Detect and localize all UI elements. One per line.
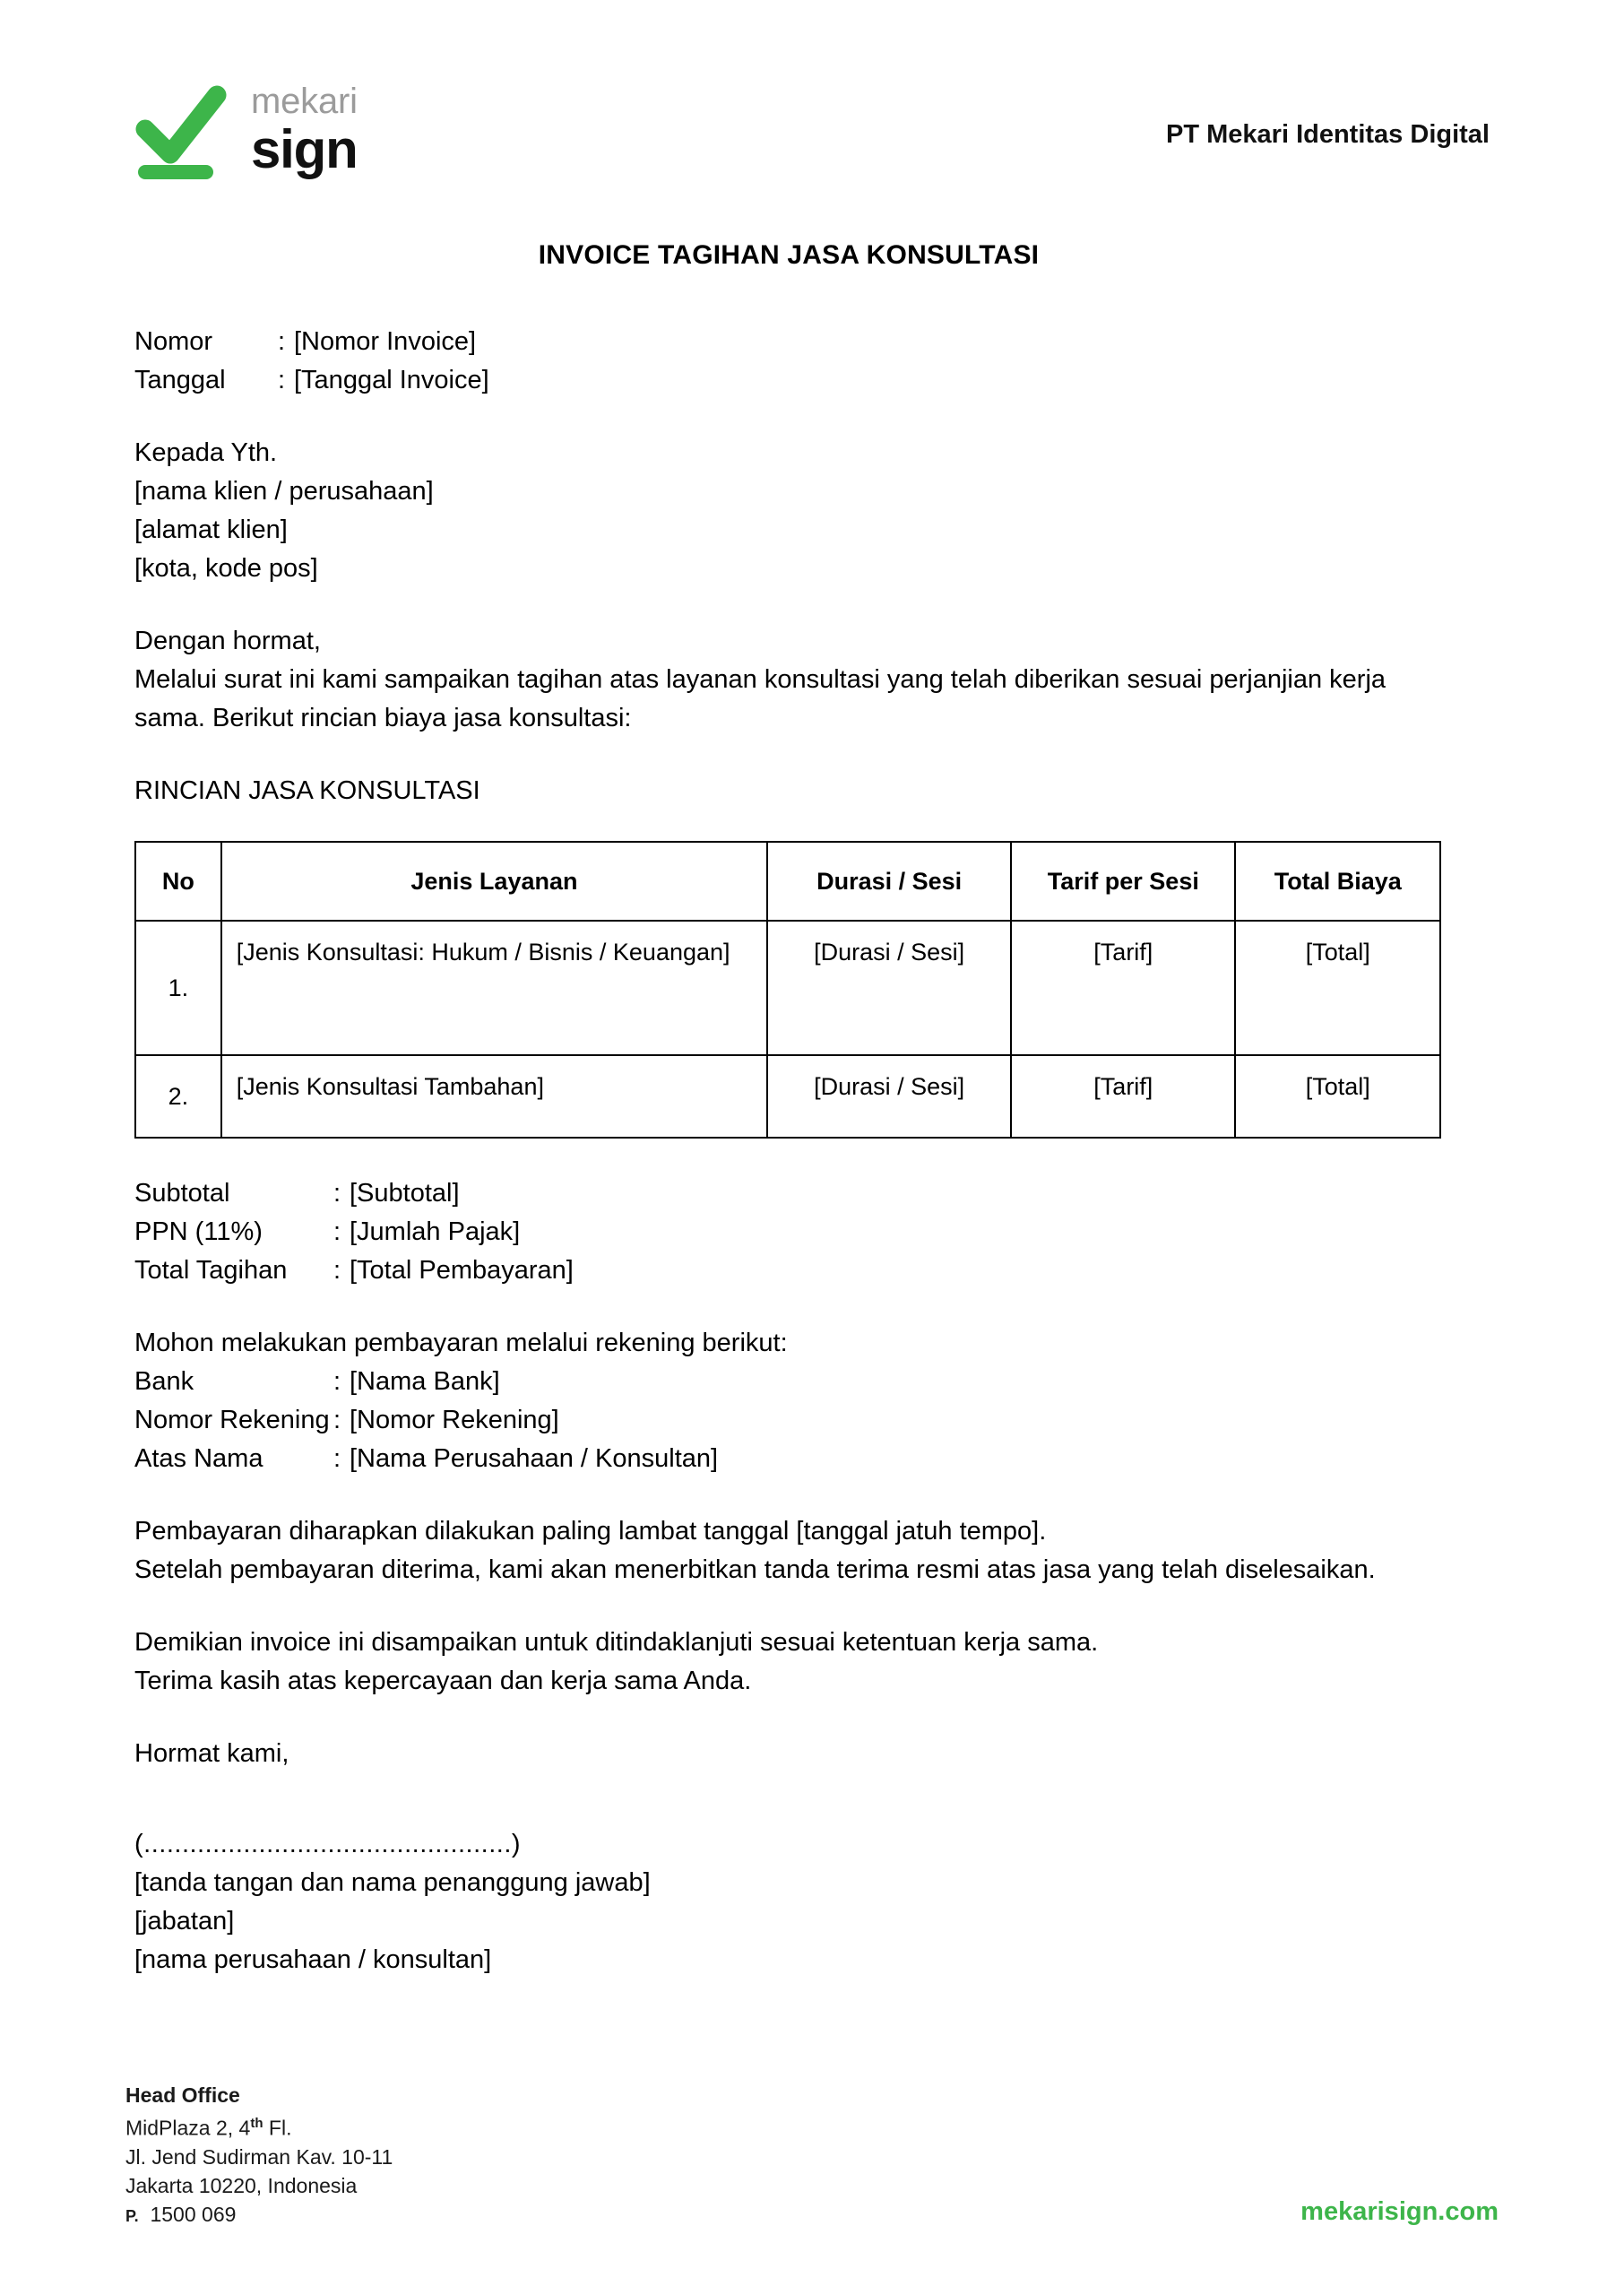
totals-separator: : xyxy=(333,1256,341,1285)
totals-label-subtotal: Subtotal xyxy=(134,1179,230,1208)
meta-value-nomor: [Nomor Invoice] xyxy=(294,327,477,356)
company-name: PT Mekari Identitas Digital xyxy=(1166,120,1490,149)
payment-block xyxy=(134,1324,1443,1478)
page-title: INVOICE TAGIHAN JASA KONSULTASI xyxy=(538,240,1040,270)
recipient-line: [nama klien / perusahaan] xyxy=(134,477,434,506)
totals-row-ppn xyxy=(134,1213,1443,1251)
signature-line: [jabatan] xyxy=(134,1907,235,1936)
payment-value-bank: [Nama Bank] xyxy=(350,1367,500,1396)
address-line-2: Jl. Jend Sudirman Kav. 10-11 xyxy=(125,2145,393,2169)
recipient-line: [kota, kode pos] xyxy=(134,554,318,583)
totals-value-ppn: [Jumlah Pajak] xyxy=(350,1217,521,1246)
payment-row-account-number xyxy=(134,1401,1443,1440)
totals-label-ppn: PPN (11%) xyxy=(134,1217,263,1246)
closing-line-2: Terima kasih atas kepercayaan dan kerja sama Anda. xyxy=(134,1667,752,1695)
phone-line xyxy=(125,2200,393,2230)
sign-off-text: Hormat kami, xyxy=(134,1739,289,1768)
totals-label-total-tagihan: Total Tagihan xyxy=(134,1256,288,1285)
address-line-1-prefix: MidPlaza 2, 4 xyxy=(125,2117,251,2140)
payment-separator: : xyxy=(333,1444,341,1473)
signature-line: [tanda tangan dan nama penanggung jawab] xyxy=(134,1868,651,1897)
signature-block xyxy=(134,1825,1443,1979)
meta-separator: : xyxy=(278,366,286,394)
totals-row-total-tagihan xyxy=(134,1251,1443,1290)
intro-paragraph: Melalui surat ini kami sampaikan tagihan atas layanan konsultasi yang telah diberikan sesuai perjanjian kerja sama. Berikut rincian biaya jasa konsultasi: xyxy=(134,665,1386,732)
payment-label-account-number: Nomor Rekening xyxy=(134,1406,330,1434)
page-header xyxy=(134,77,1490,185)
cell-duration: [Durasi / Sesi] xyxy=(767,1055,1011,1138)
cell-no: 1. xyxy=(135,921,221,1055)
closing-line-1: Demikian invoice ini disampaikan untuk ditindaklanjuti sesuai ketentuan kerja sama. xyxy=(134,1628,1099,1657)
column-header-total: Total Biaya xyxy=(1235,842,1440,921)
meta-row-tanggal xyxy=(134,361,1443,400)
due-date-text: Pembayaran diharapkan dilakukan paling lambat tanggal [tanggal jatuh tempo]. xyxy=(134,1517,1047,1546)
payment-intro-text: Mohon melakukan pembayaran melalui rekening berikut: xyxy=(134,1329,788,1357)
document-body xyxy=(134,240,1443,1979)
table-section-label: RINCIAN JASA KONSULTASI xyxy=(134,776,480,805)
cell-duration: [Durasi / Sesi] xyxy=(767,921,1011,1055)
meta-label-tanggal: Tanggal xyxy=(134,366,226,394)
phone-prefix-label: P. xyxy=(125,2207,139,2225)
cell-service: [Jenis Konsultasi Tambahan] xyxy=(221,1055,767,1138)
table-header-row xyxy=(135,842,1440,921)
signature-line: [nama perusahaan / konsultan] xyxy=(134,1945,492,1974)
brand-wordmark xyxy=(251,83,358,177)
cell-total: [Total] xyxy=(1235,1055,1440,1138)
phone-number: 1500 069 xyxy=(150,2203,237,2226)
service-details-table xyxy=(134,841,1441,1139)
payment-separator: : xyxy=(333,1367,341,1396)
signature-dotted-line: (................................................) xyxy=(134,1830,522,1858)
greeting-text: Dengan hormat, xyxy=(134,627,321,655)
totals-value-subtotal: [Subtotal] xyxy=(350,1179,460,1208)
table-row xyxy=(135,921,1440,1055)
totals-block xyxy=(134,1174,1443,1290)
brand-name-sign: sign xyxy=(251,119,358,179)
cell-rate: [Tarif] xyxy=(1011,1055,1235,1138)
payment-value-account-number: [Nomor Rekening] xyxy=(350,1406,559,1434)
payment-value-account-name: [Nama Perusahaan / Konsultan] xyxy=(350,1444,719,1473)
address-line-1-suffix: Fl. xyxy=(263,2117,292,2140)
column-header-durasi: Durasi / Sesi xyxy=(767,842,1011,921)
recipient-block xyxy=(134,434,1443,588)
cell-service: [Jenis Konsultasi: Hukum / Bisnis / Keuangan] xyxy=(221,921,767,1055)
due-date-block xyxy=(134,1512,1443,1589)
brand-logo xyxy=(134,77,358,183)
meta-separator: : xyxy=(278,327,286,356)
payment-label-bank: Bank xyxy=(134,1367,194,1396)
sign-off-block xyxy=(134,1735,1443,1773)
payment-row-account-name xyxy=(134,1440,1443,1478)
recipient-salutation: Kepada Yth. xyxy=(134,438,278,467)
payment-row-bank xyxy=(134,1363,1443,1401)
head-office-title: Head Office xyxy=(125,2083,240,2108)
cell-no: 2. xyxy=(135,1055,221,1138)
column-header-no: No xyxy=(135,842,221,921)
meta-label-nomor: Nomor xyxy=(134,327,213,356)
mekari-sign-checkmark-icon xyxy=(134,77,231,183)
totals-value-total-tagihan: [Total Pembayaran] xyxy=(350,1256,574,1285)
receipt-paragraph: Setelah pembayaran diterima, kami akan menerbitkan tanda terima resmi atas jasa yang telah diselesaikan. xyxy=(134,1555,1376,1584)
address-line-1 xyxy=(125,2109,393,2143)
address-line-1-ordinal: th xyxy=(250,2116,263,2132)
totals-separator: : xyxy=(333,1179,341,1208)
column-header-tarif: Tarif per Sesi xyxy=(1011,842,1235,921)
cell-total: [Total] xyxy=(1235,921,1440,1055)
head-office-address xyxy=(125,2081,393,2230)
meta-row-nomor xyxy=(134,323,1443,361)
recipient-line: [alamat klien] xyxy=(134,515,288,544)
closing-block xyxy=(134,1624,1443,1701)
page-footer xyxy=(125,2081,1499,2230)
payment-separator: : xyxy=(333,1406,341,1434)
column-header-jenis-layanan: Jenis Layanan xyxy=(221,842,767,921)
website-link[interactable]: mekarisign.com xyxy=(1300,2197,1499,2226)
intro-block xyxy=(134,622,1443,738)
totals-separator: : xyxy=(333,1217,341,1246)
invoice-meta xyxy=(134,323,1443,400)
payment-label-account-name: Atas Nama xyxy=(134,1444,263,1473)
totals-row-subtotal xyxy=(134,1174,1443,1213)
meta-value-tanggal: [Tanggal Invoice] xyxy=(294,366,489,394)
address-line-3: Jakarta 10220, Indonesia xyxy=(125,2174,358,2197)
brand-name-mekari: mekari xyxy=(251,82,358,121)
cell-rate: [Tarif] xyxy=(1011,921,1235,1055)
table-row xyxy=(135,1055,1440,1138)
